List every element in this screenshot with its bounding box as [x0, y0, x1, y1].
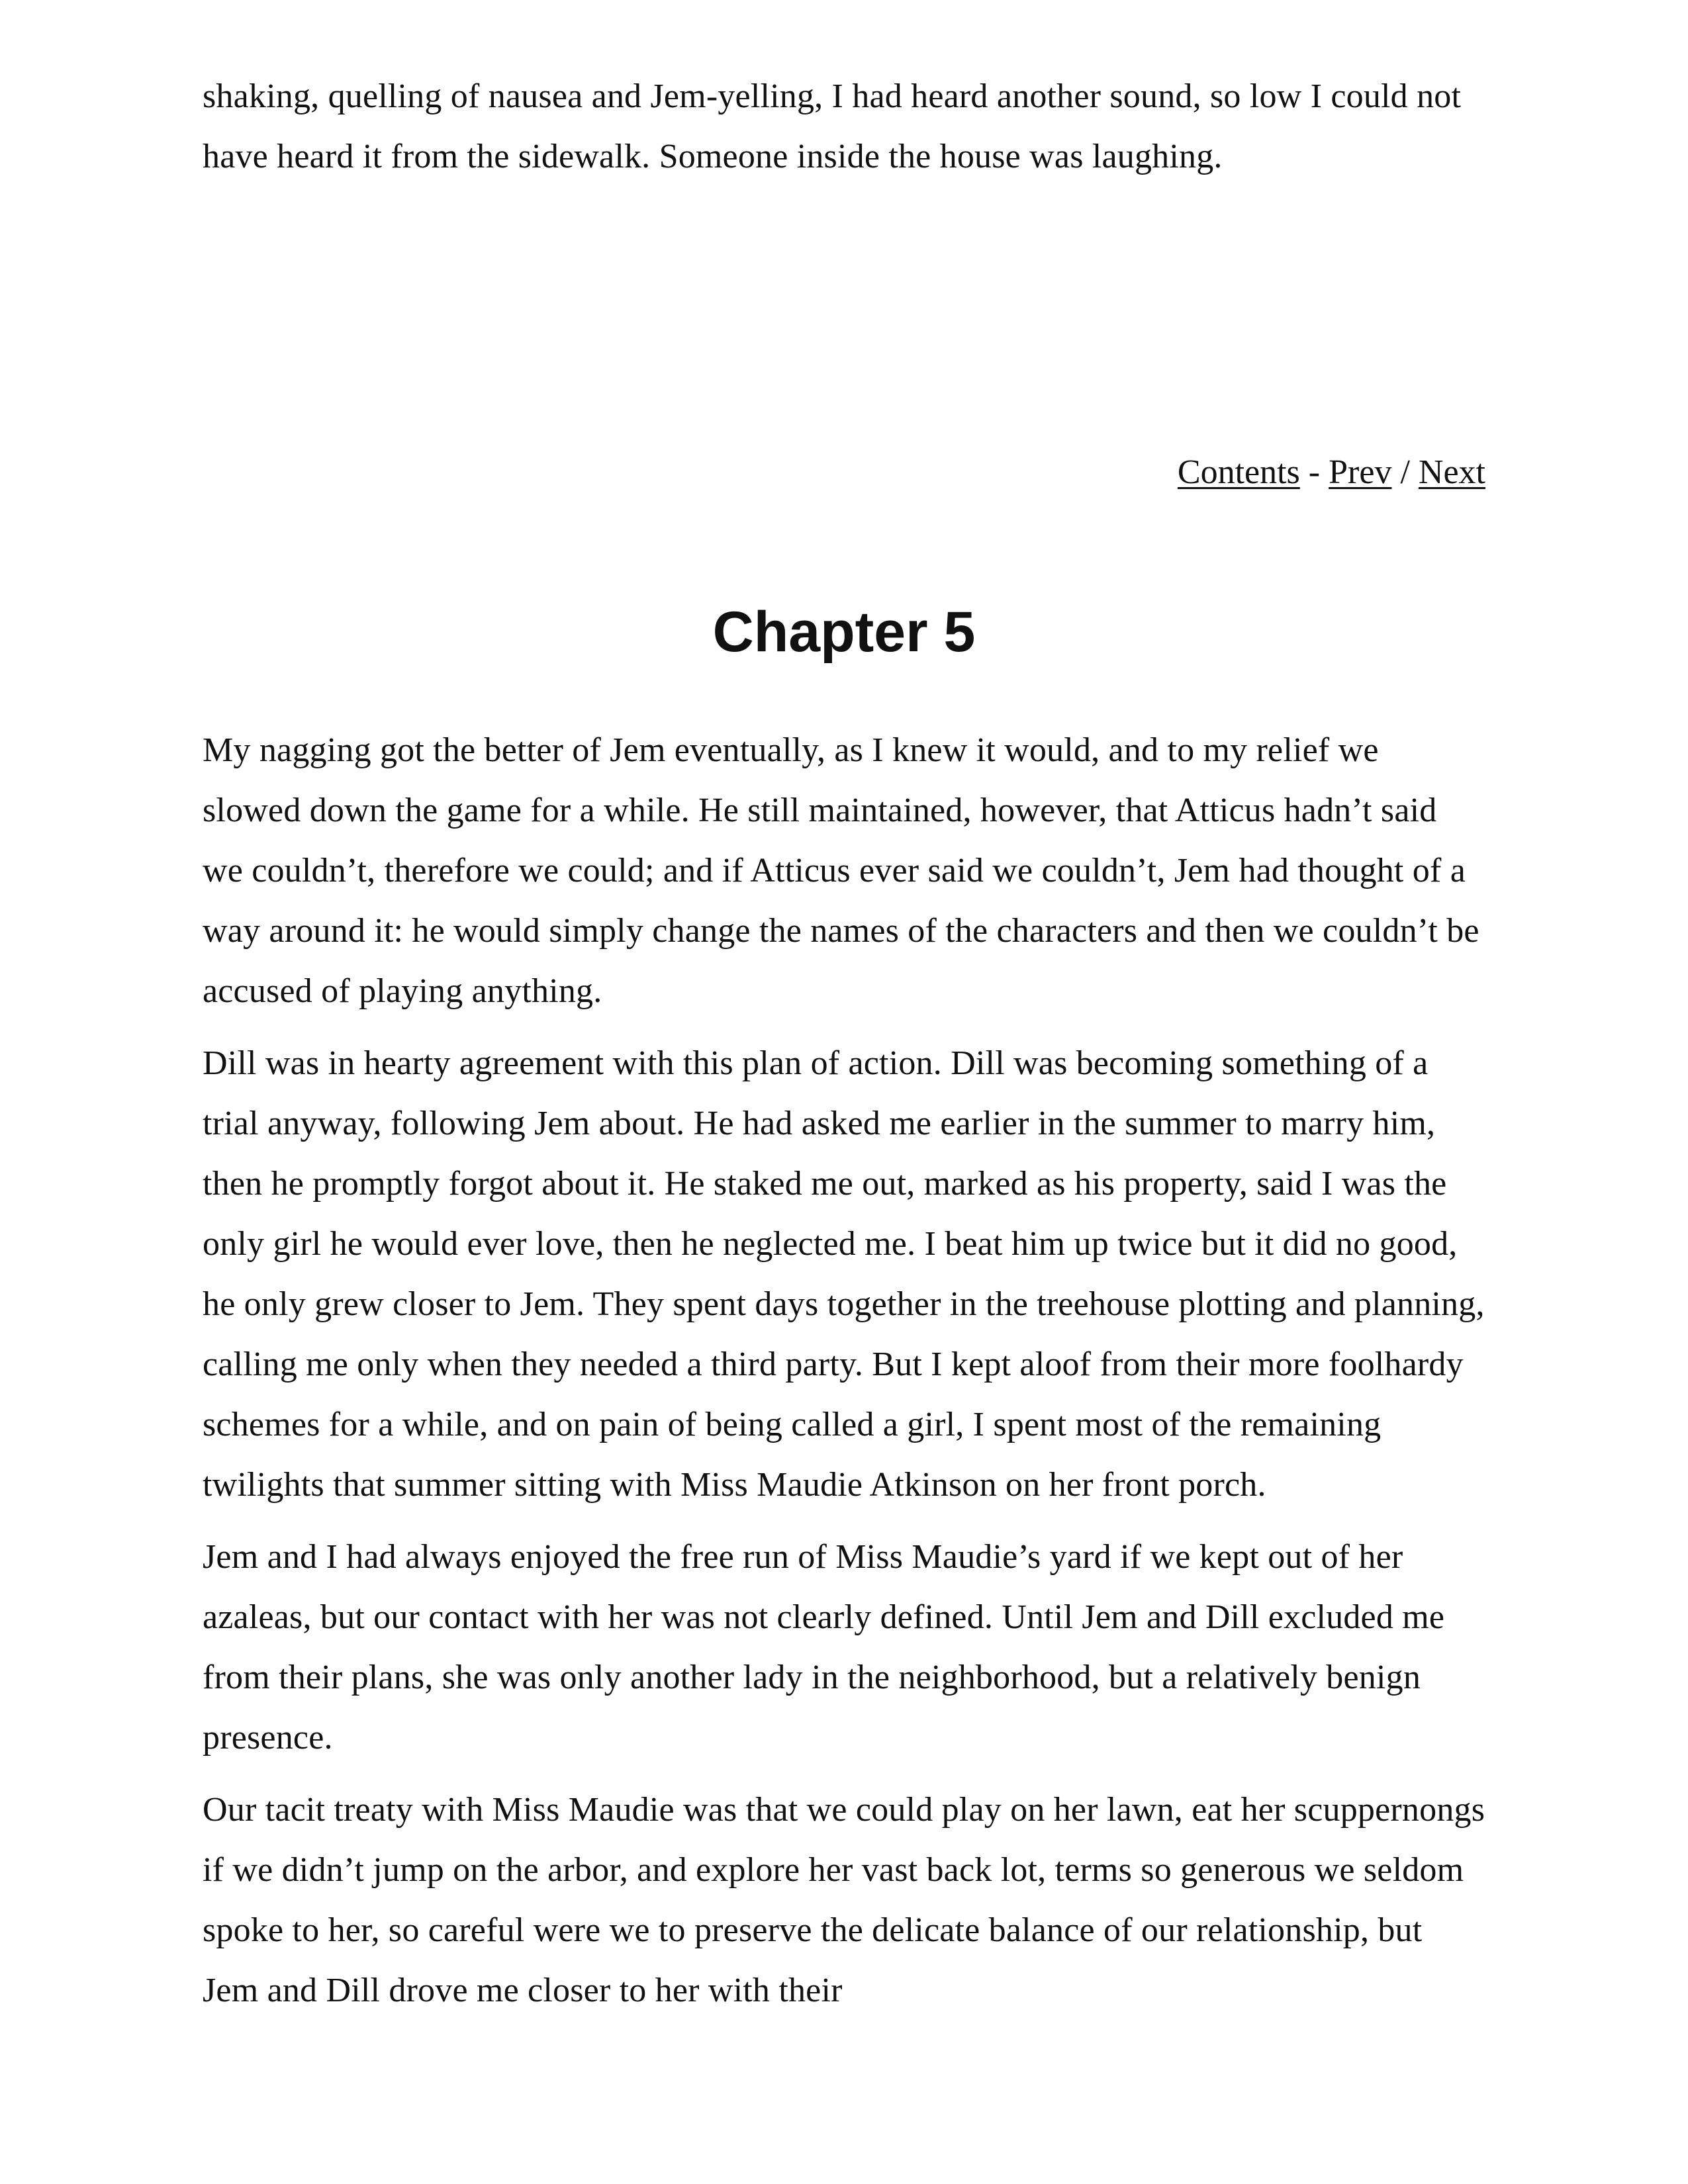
paragraph: Dill was in hearty agreement with this plan of action. Dill was becoming something of a trial anyway, following Jem about. He had asked me earlier in the summer to marry him, then he promptly forgot about it. He staked me out, marked as his property, said I was the only girl he would ever love, then he neglected me. I beat him up twice but it did no good, he only grew closer to Jem. They spent days together in the treehouse plotting and planning, calling me only when they needed a third party. But I kept aloof from their more foolhardy schemes for a while, and on pain of being called a girl, I spent most of the remaining twilights that summer sitting with Miss Maudie Atkinson on her front porch.	[203, 1044, 1485, 1504]
nav-separator: /	[1391, 453, 1419, 491]
nav-separator: -	[1299, 453, 1329, 491]
previous-chapter-tail: shaking, quelling of nausea and Jem-yelling, I had heard another sound, so low I could not have heard it from the sidewalk. Someone inside the house was laughing.	[203, 77, 1462, 175]
contents-link[interactable]: Contents	[1177, 453, 1300, 491]
chapter-navigation	[1178, 442, 1485, 502]
prev-link[interactable]: Prev	[1329, 453, 1392, 491]
paragraph: Our tacit treaty with Miss Maudie was that we could play on her lawn, eat her scuppernongs if we didn’t jump on the arbor, and explore her vast back lot, terms so generous we seldom spoke to her, so careful were we to preserve the delicate balance of our relationship, but Jem and Dill drove me closer to her with their	[203, 1791, 1485, 2009]
next-link[interactable]: Next	[1418, 453, 1485, 491]
chapter-title: Chapter 5	[712, 600, 976, 664]
chapter-body	[203, 720, 1485, 2021]
paragraph: My nagging got the better of Jem eventually, as I knew it would, and to my relief we slowed down the game for a while. He still maintained, however, that Atticus hadn’t said we couldn’t, therefore we could; and if Atticus ever said we couldn’t, Jem had thought of a way around it: he would simply change the names of the characters and then we couldn’t be accused of playing anything.	[203, 731, 1479, 1010]
paragraph: Jem and I had always enjoyed the free run of Miss Maudie’s yard if we kept out of her azaleas, but our contact with her was not clearly defined. Until Jem and Dill excluded me from their plans, she was only another lady in the neighborhood, but a relatively benign presence.	[203, 1538, 1445, 1756]
